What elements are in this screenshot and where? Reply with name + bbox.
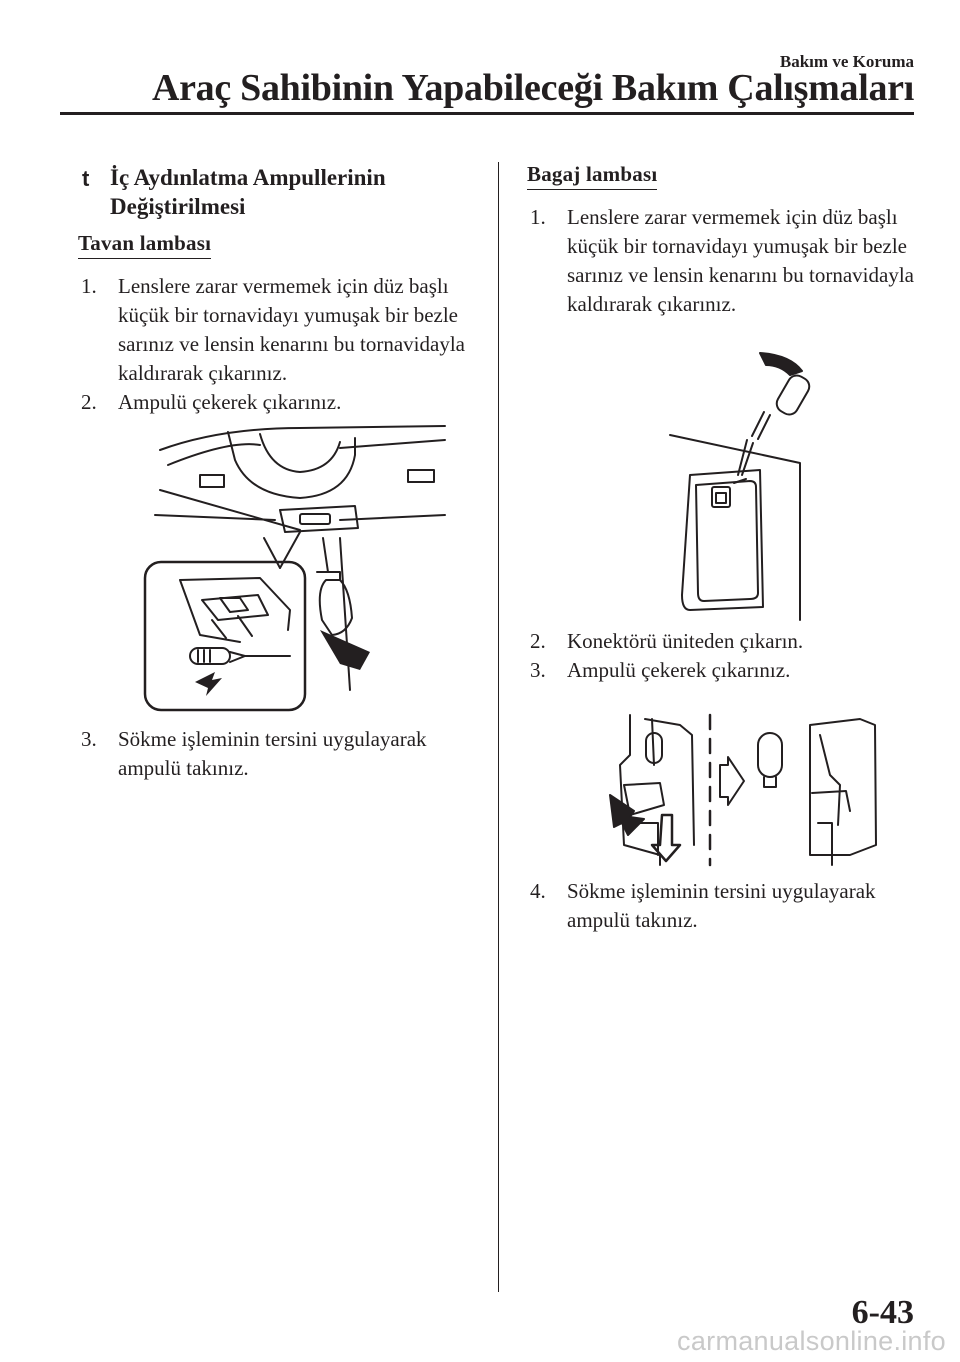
- section-heading: İç Aydınlatma Ampullerinin Değiştirilmesi: [110, 165, 386, 219]
- steps-list-bagaj-a: [527, 203, 922, 319]
- step-number: 4.: [530, 879, 546, 903]
- list-item: [78, 272, 488, 388]
- list-item: [78, 388, 488, 417]
- watermark: carmanualsonline.info: [677, 1326, 946, 1356]
- list-item: [527, 877, 922, 935]
- list-item: [527, 627, 922, 656]
- page-number: 6-43: [851, 1294, 914, 1331]
- step-number: 3.: [81, 727, 97, 751]
- steps-list-bagaj-c: [527, 877, 922, 935]
- subheading-tavan-lambasi: Tavan lambası: [78, 231, 211, 259]
- trunk-lamp-illustration: [650, 335, 820, 625]
- steps-list-tavan-a: [78, 272, 488, 417]
- step-text: Ampulü çekerek çıkarınız.: [118, 390, 342, 414]
- step-text: Lenslere zarar vermemek için düz başlı küçük bir tornavidayı yumuşak bir bezle sarınız ve lensin kenarını bu tornavidayla kaldırarak çıkarınız.: [567, 205, 914, 316]
- subheading-bagaj-lambasi: Bagaj lambası: [527, 162, 657, 190]
- step-text: Konektörü üniteden çıkarın.: [567, 629, 804, 653]
- section-label: Bakım ve Koruma: [779, 52, 914, 71]
- chapter-title: Araç Sahibinin Yapabileceği Bakım Çalışmaları: [151, 67, 914, 109]
- step-text: Lenslere zarar vermemek için düz başlı küçük bir tornavidayı yumuşak bir bezle sarınız ve lensin kenarını bu tornavidayla kaldırarak çıkarınız.: [118, 274, 465, 385]
- steps-list-tavan-b: [78, 725, 488, 783]
- list-item: [527, 656, 922, 685]
- section-bullet: t: [82, 166, 90, 191]
- step-number: 1.: [81, 274, 97, 298]
- step-number: 2.: [81, 390, 97, 414]
- step-number: 1.: [530, 205, 546, 229]
- step-text: Sökme işleminin tersini uygulayarak ampulü takınız.: [567, 879, 876, 932]
- steps-list-bagaj-b: [527, 627, 922, 685]
- trunk-bulb-illustration: [600, 705, 885, 870]
- column-divider: [498, 162, 499, 1292]
- list-item: [527, 203, 922, 319]
- step-text: Ampulü çekerek çıkarınız.: [567, 658, 791, 682]
- overhead-lamp-illustration: [140, 420, 450, 715]
- step-number: 3.: [530, 658, 546, 682]
- step-text: Sökme işleminin tersini uygulayarak ampulü takınız.: [118, 727, 427, 780]
- step-number: 2.: [530, 629, 546, 653]
- header-rule: [60, 112, 914, 115]
- list-item: [78, 725, 488, 783]
